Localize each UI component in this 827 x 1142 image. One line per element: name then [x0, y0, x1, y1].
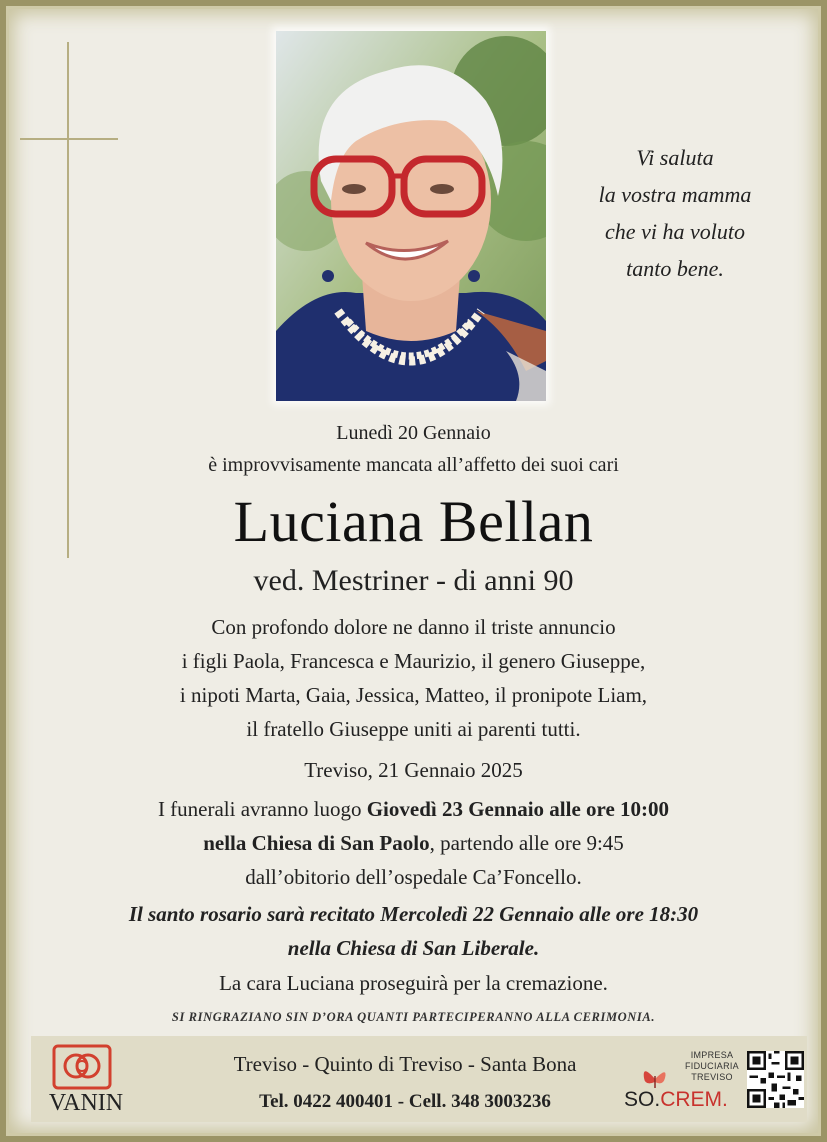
announcement-line: Con profondo dolore ne danno il triste annuncio	[211, 615, 616, 639]
qr-code-icon	[747, 1051, 804, 1108]
death-date: Lunedì 20 Gennaio	[336, 422, 491, 444]
rosary-line: nella Chiesa di San Liberale.	[287, 936, 540, 960]
quote-line: Vi saluta	[636, 145, 714, 170]
cross-icon	[67, 42, 69, 558]
socrem-crem: CREM.	[660, 1088, 728, 1111]
rosary-line: Il santo rosario sarà recitato Mercoledì 22 Gennaio alle ore 18:30	[128, 902, 699, 926]
footer-towns: Treviso - Quinto di Treviso - Santa Bona	[233, 1052, 577, 1076]
socrem-caption-line: TREVISO	[691, 1072, 733, 1082]
funeral-church: nella Chiesa di San Paolo	[203, 831, 430, 855]
portrait-photo	[276, 31, 546, 401]
intro-line: è improvvisamente mancata all’affetto dei suoi cari	[208, 454, 619, 476]
footer-phones: Tel. 0422 400401 - Cell. 348 3003236	[259, 1091, 551, 1112]
deceased-subtitle: ved. Mestriner - di anni 90	[253, 564, 574, 597]
rosary-details	[0, 897, 827, 965]
funeral-origin: dall’obitorio dell’ospedale Ca’Foncello.	[245, 865, 582, 889]
vanin-logo-icon	[52, 1044, 112, 1090]
cremation-note: La cara Luciana proseguirà per la cremazione.	[219, 971, 608, 995]
thanks-note: SI RINGRAZIANO SIN D’ORA QUANTI PARTECIPERANNO ALLA CERIMONIA.	[171, 1010, 656, 1024]
quote-line: tanto bene.	[626, 256, 724, 281]
socrem-so: SO.	[624, 1088, 661, 1111]
announcement-line: i figli Paola, Francesca e Maurizio, il genero Giuseppe,	[181, 649, 646, 673]
vanin-brand: VANIN	[48, 1090, 124, 1116]
announcement-line: il fratello Giuseppe uniti ai parenti tutti.	[246, 717, 581, 741]
deceased-name: Luciana Bellan	[233, 489, 594, 554]
quote-line: che vi ha voluto	[605, 219, 745, 244]
quote-line: la vostra mamma	[598, 182, 752, 207]
funeral-text: I funerali avranno luogo	[157, 797, 367, 821]
funeral-date: Giovedì 23 Gennaio alle ore 10:00	[366, 797, 670, 821]
socrem-caption-line: FIDUCIARIA	[684, 1061, 739, 1071]
funeral-departure: , partendo alle ore 9:45	[429, 831, 624, 855]
farewell-quote	[585, 139, 765, 287]
socrem-caption	[672, 1050, 752, 1083]
place-date: Treviso, 21 Gennaio 2025	[304, 758, 523, 782]
cross-icon-arm	[20, 138, 118, 140]
socrem-logo	[624, 1088, 728, 1112]
socrem-caption-line: IMPRESA	[690, 1050, 734, 1060]
announcement-line: i nipoti Marta, Gaia, Jessica, Matteo, il pronipote Liam,	[179, 683, 648, 707]
announcement	[0, 610, 827, 746]
funeral-details	[0, 792, 827, 894]
